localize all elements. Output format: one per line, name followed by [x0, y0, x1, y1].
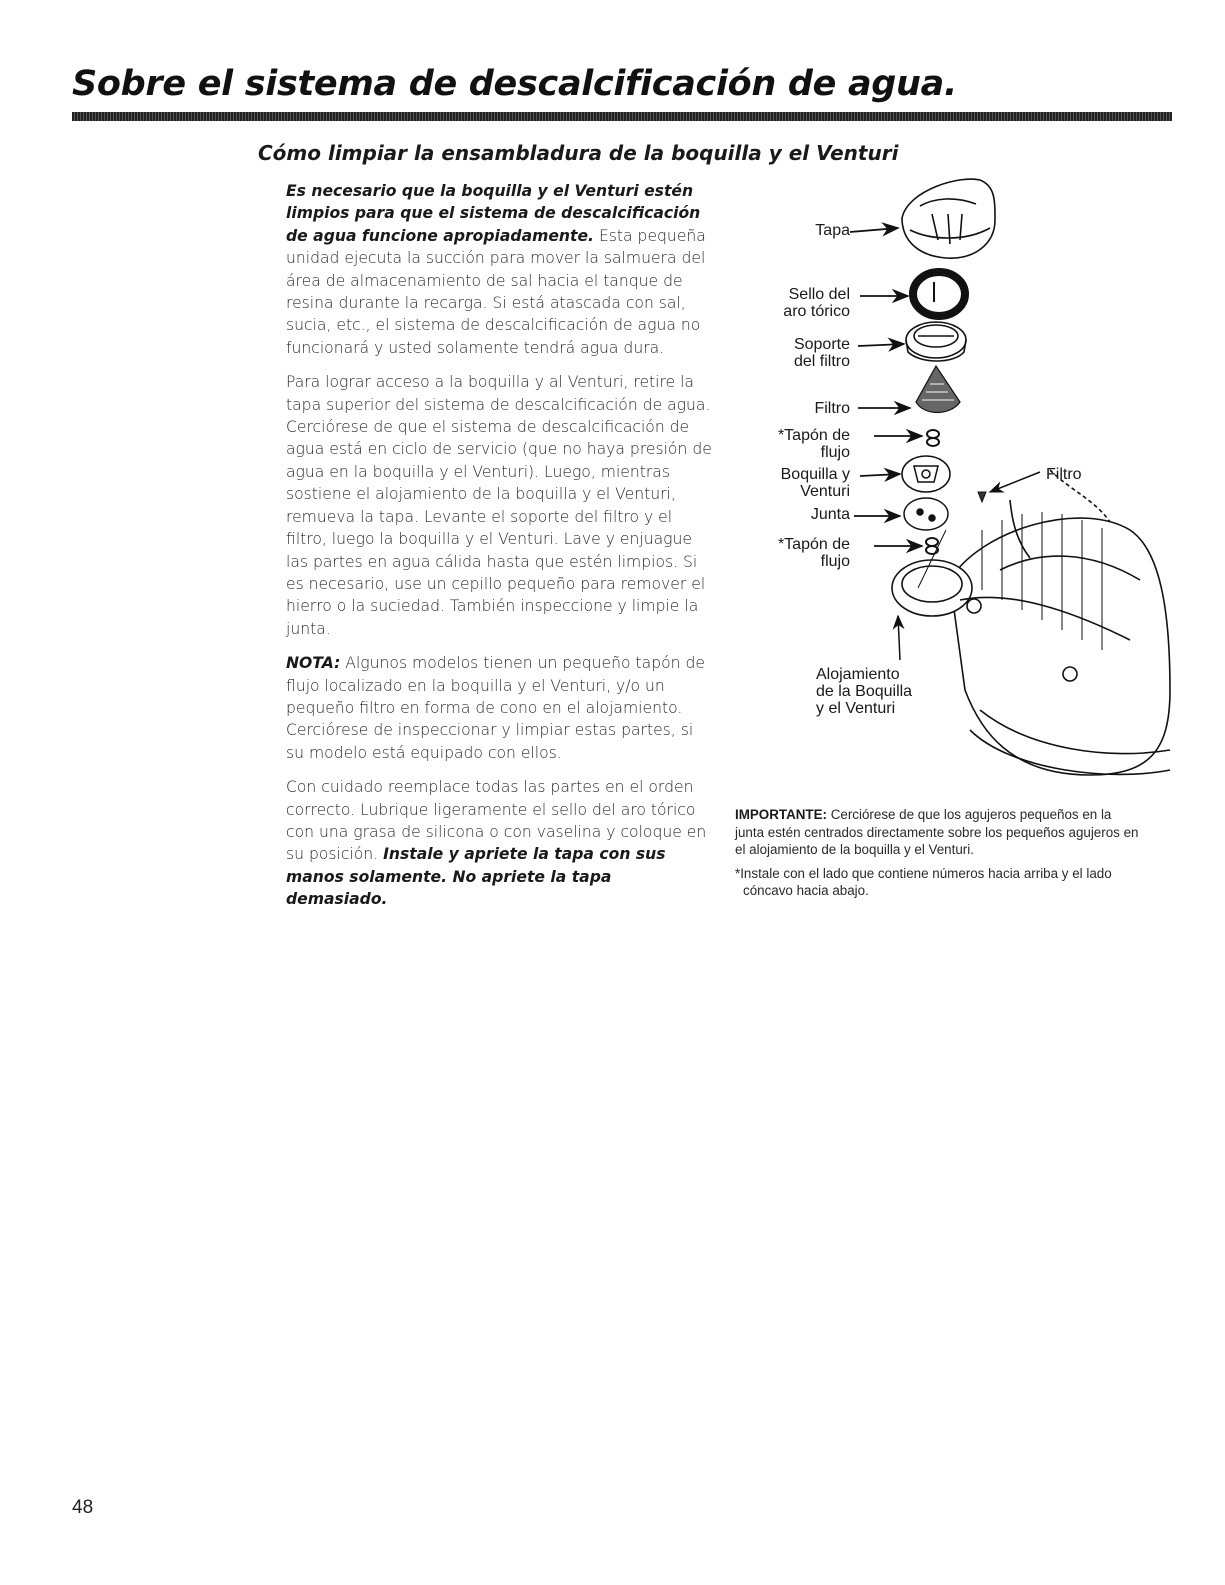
- nota-label: NOTA:: [286, 654, 341, 673]
- instructions-text: [286, 180, 716, 923]
- cone-filter-part: [916, 366, 960, 413]
- flow-plug-part-2: [926, 538, 938, 554]
- importante-note: [735, 806, 1140, 859]
- flow-plug-part: [927, 430, 939, 446]
- replace-paragraph: [286, 776, 716, 910]
- nota-text: Algunos modelos tienen un pequeño tapón de flujo localizado en la boquilla y el Venturi, y/o un pequeño filtro en forma de cono en el alojamiento. Cerciórese de inspeccionar y limpiar estas partes, si su modelo está equipado con ellos.: [286, 654, 705, 762]
- replace-text: Con cuidado reemplace todas las partes en el orden correcto. Lubrique ligeramente el sello del aro tórico con una grasa de silicona o con vaselina y coloque en su posición.: [286, 778, 707, 864]
- label-filtro-right: Filtro: [1046, 466, 1082, 483]
- replace-emphasis: Instale y apriete la tapa con sus manos solamente. No apriete la tapa demasiado.: [286, 845, 666, 909]
- label-sello: Sello del aro tórico: [783, 286, 850, 320]
- filter-support-part: [906, 322, 966, 361]
- install-note: *Instale con el lado que contiene números hacia arriba y el lado cóncavo hacia abajo.: [735, 865, 1112, 898]
- section-heading: Cómo limpiar la ensambladura de la boquilla y el Venturi: [258, 141, 899, 165]
- gasket-part: [904, 498, 948, 530]
- small-cone-filter: [978, 492, 986, 502]
- importante-label: IMPORTANTE:: [735, 807, 827, 822]
- title-rule: [72, 112, 1172, 121]
- nozzle-venturi-diagram: [750, 170, 1180, 790]
- nozzle-venturi-part: [902, 456, 950, 492]
- cap-part: [902, 179, 995, 258]
- label-junta: Junta: [810, 506, 850, 523]
- intro-paragraph: [286, 180, 716, 359]
- label-boquilla: Boquilla y Venturi: [780, 466, 850, 500]
- label-tapa: Tapa: [815, 222, 850, 239]
- label-tapon-2: *Tapón de flujo: [777, 536, 850, 570]
- page-number: 48: [72, 1497, 94, 1518]
- label-tapon-1: *Tapón de flujo: [777, 427, 850, 461]
- page-title: Sobre el sistema de descalcificación de agua.: [72, 64, 957, 104]
- importante-text: Cerciórese de que los agujeros pequeños en la junta estén centrados directamente sobre los pequeños agujeros en el alojamiento de la boquilla y el Venturi.: [735, 807, 1139, 857]
- intro-rest: Esta pequeña unidad ejecuta la succión para mover la salmuera del área de almacenamiento de sal hacia el tanque de resina durante la recarga. Si está atascada con sal, sucia, etc., el sistema de descalcificación de agua no funcionará y usted solamente tendrá agua dura.: [286, 226, 706, 357]
- label-filtro: Filtro: [814, 400, 850, 417]
- intro-emphasis: Es necesario que la boquilla y el Venturi estén limpios para que el sistema de descalcificación de agua funcione apropiadamente.: [286, 182, 701, 245]
- nota-paragraph: [286, 652, 716, 764]
- diagram-notes: [735, 806, 1140, 906]
- label-alojamiento: Alojamiento de la Boquilla y el Venturi: [816, 666, 913, 717]
- access-paragraph: Para lograr acceso a la boquilla y al Venturi, retire la tapa superior del sistema de descalcificación de agua. Cerciórese de que el sistema de descalcificación de agua está en ciclo de servicio (que no haya presión de agua en la boquilla y el Venturi). Luego, mientras sostiene el alojamiento de la boquilla y el Venturi, remueva la tapa. Levante el soporte del filtro y el filtro, luego la boquilla y el Venturi. Lave y enjuague las partes en agua cálida hasta que estén limpios. Si es necesario, use un cepillo pequeño para remover el hierro o la suciedad. También inspeccione y limpie la junta.: [286, 373, 712, 638]
- o-ring-part: [913, 272, 965, 316]
- label-soporte: Soporte del filtro: [793, 336, 850, 370]
